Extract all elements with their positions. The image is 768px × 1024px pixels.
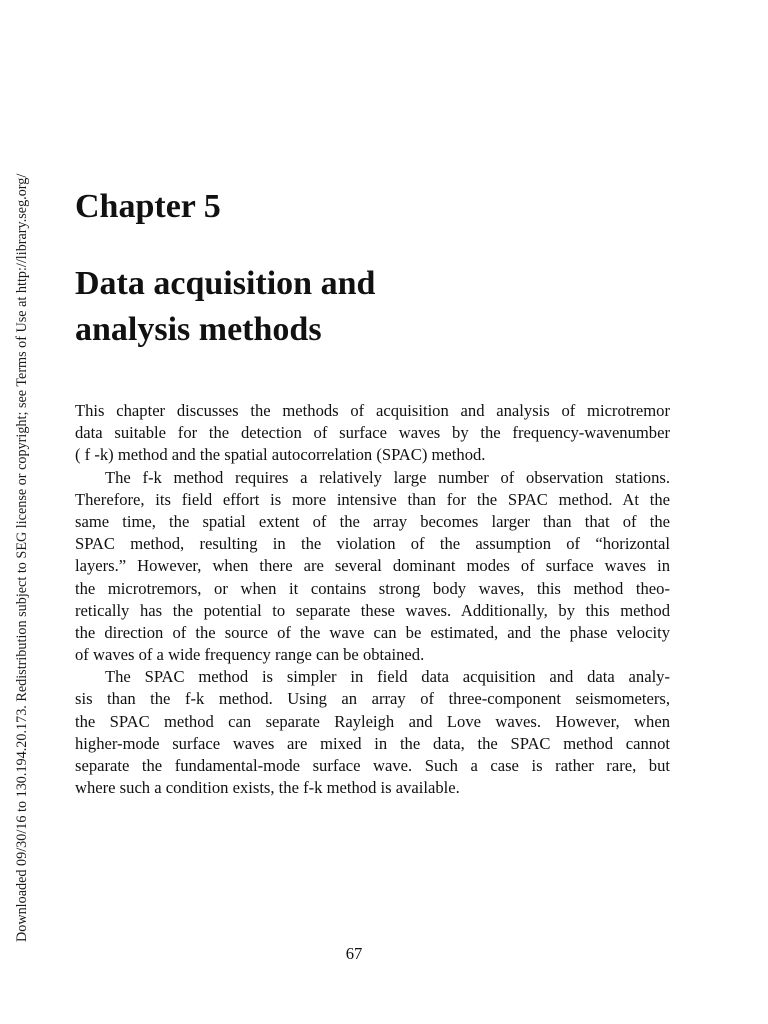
text-line: The SPAC method is simpler in field data acquisition and data analy- bbox=[105, 667, 670, 687]
text-line: the direction of the source of the wave can be estimated, and the phase velocity bbox=[75, 622, 670, 642]
body-text bbox=[75, 400, 670, 799]
chapter-number: Chapter 5 bbox=[75, 188, 221, 225]
download-notice bbox=[0, 0, 30, 1024]
paragraph-3 bbox=[75, 666, 670, 799]
text-line: retically has the potential to separate these waves. Additionally, by this method bbox=[75, 600, 670, 620]
text-line: SPAC method, resulting in the violation of the assumption of “horizontal bbox=[75, 534, 670, 554]
page-number: 67 bbox=[345, 944, 363, 963]
text-line: This chapter discusses the methods of acquisition and analysis of microtremor bbox=[75, 401, 670, 420]
text-line: where such a condition exists, the f-k method is available. bbox=[75, 778, 460, 798]
text-line: The f-k method requires a relatively large number of observation stations. bbox=[105, 467, 670, 487]
text-line: ( f -k) method and the spatial autocorrelation (SPAC) method. bbox=[75, 445, 486, 465]
text-line: of waves of a wide frequency range can be obtained. bbox=[75, 645, 425, 665]
text-line: sis than the f-k method. Using an array of three-component seismometers, bbox=[75, 689, 670, 709]
chapter-title-line: Data acquisition and bbox=[75, 265, 376, 302]
text-line: the microtremors, or when it contains strong body waves, this method theo- bbox=[75, 578, 670, 598]
text-line: layers.” However, when there are several dominant modes of surface waves in bbox=[75, 556, 670, 576]
paragraph-1 bbox=[75, 400, 670, 467]
text-line: same time, the spatial extent of the array becomes larger than that of the bbox=[75, 511, 670, 531]
text-line: higher-mode surface waves are mixed in the data, the SPAC method cannot bbox=[75, 733, 670, 753]
text-line: the SPAC method can separate Rayleigh and Love waves. However, when bbox=[75, 711, 670, 731]
chapter-title-line: analysis methods bbox=[75, 311, 322, 348]
paragraph-2 bbox=[75, 467, 670, 667]
text-line: data suitable for the detection of surface waves by the frequency-wavenumber bbox=[75, 423, 670, 443]
chapter-title bbox=[75, 261, 375, 353]
text-line: Therefore, its field effort is more intensive than for the SPAC method. At the bbox=[75, 489, 670, 509]
download-notice-text: Downloaded 09/30/16 to 130.194.20.173. Redistribution subject to SEG license or copyright; see Terms of Use at http://library.seg.org/ bbox=[14, 173, 30, 942]
text-line: separate the fundamental-mode surface wave. Such a case is rather rare, but bbox=[75, 756, 670, 775]
